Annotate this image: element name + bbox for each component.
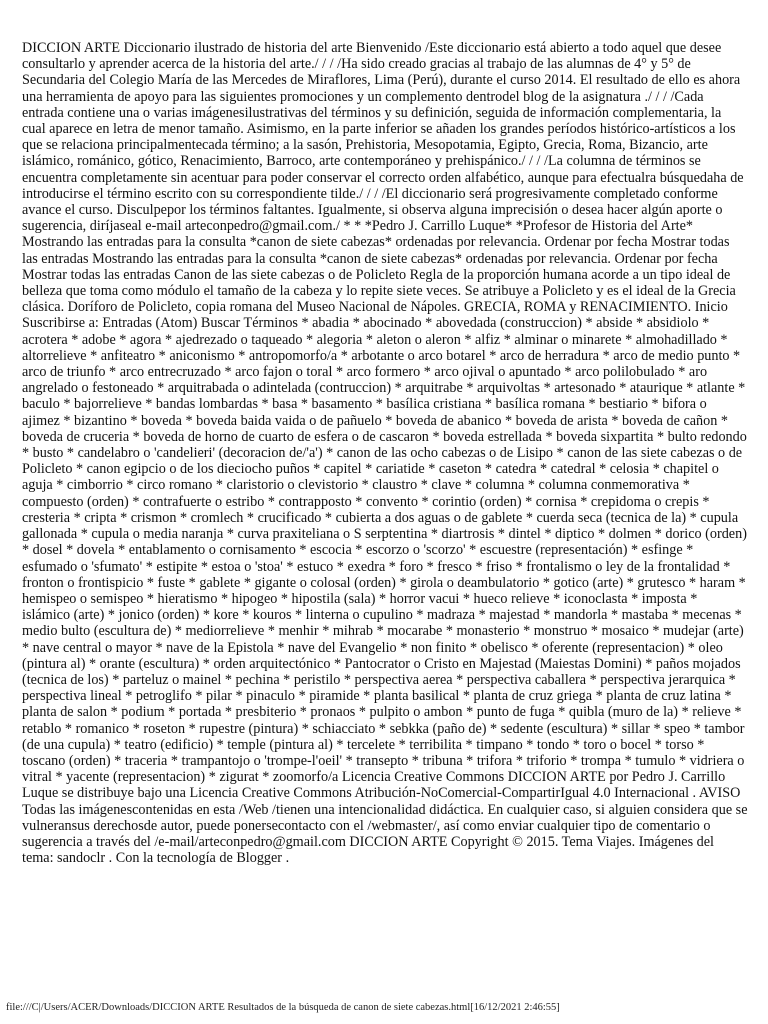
document-body-text: DICCION ARTE Diccionario ilustrado de historia del arte Bienvenido /Este diccionario está abierto a todo aquel que desee consultarlo y aprender acerca de la historia del arte./ / / /Ha sido creado gracias al trabajo de las alumnas de 4° y 5° de Secundaria del Colegio María de las Mercedes de Miraflores, Lima (Perú), durante el curso 2014. El resultado de ello es ahora una herramienta de apoyo para las siguientes promociones y un complemento dentrodel blog de la asignatura ./ / / /Cada entrada contiene una o varias imágenesilustrativas del términos y su definición, seguida de información complementaria, la cual aparece en letra de menor tamaño. Asimismo, en la parte inferior se añaden los grandes períodos histórico-artísticos a los que se relaciona principalmentecada término; a la sasón, Prehistoria, Mesopotamia, Egipto, Grecia, Roma, Bizancio, arte islámico, románico, gótico, Renacimiento, Barroco, arte contemporáneo y prehispánico./ / / /La columna de términos se encuentra completamente sin acentuar para poder conservar el correcto orden alfabético, aunque para efectualra búsquedaha de introducirse el término escrito con su correspondiente tilde./ / / /El diccionario será progresivamente completado conforme avance el curso. Disculpepor los términos faltantes. Igualmente, si observa alguna imprecisión o desea hacer algún aporte o sugerencia, diríjaseal e-mail arteconpedro@gmail.com./ * * *Pedro J. Carrillo Luque* *Profesor de Historia del Arte* Mostrando las entradas para la consulta *canon de siete cabezas* ordenadas por relevancia. Ordenar por fecha Mostrar todas las entradas Mostrando las entradas para la consulta *canon de siete cabezas* ordenadas por relevancia. Ordenar por fecha Mostrar todas las entradas Canon de las siete cabezas o de Policleto Regla de la proporción humana acorde a un tipo ideal de belleza que toma como módulo el tamaño de la cabeza y lo repite siete veces. Se atribuye a Policleto y es el ideal de la Grecia clásica. Doríforo de Policleto, copia romana del Museo Nacional de Nápoles. GRECIA, ROMA y RENACIMIENTO. Inicio Suscribirse a: Entradas (Atom) Buscar Términos * abadia * abocinado * abovedada (construccion) * abside * absidiolo * acrotera * adobe * agora * ajedrezado o taqueado * alegoria * aleton o aleron * alfiz * alminar o minarete * almohadillado * altorrelieve * anfiteatro * aniconismo * antropomorfo/a * arbotante o arco botarel * arco de herradura * arco de medio punto * arco de triunfo * arco entrecruzado * arco fajon o toral * arco formero * arco ojival o apuntado * arco polilobulado * aro angrelado o festoneado * arquitrabada o adintelada (contruccion) * arquitrabe * arquivoltas * artesonado * ataurique * atlante * baculo * bajorrelieve * bandas lombardas * basa * basamento * basílica cristiana * basílica romana * bestiario * bifora o ajimez * bizantino * boveda * boveda baida vaida o de pañuelo * boveda de abanico * boveda de arista * boveda de cañon * boveda de cruceria * boveda de horno de cuarto de esfera o de cascaron * boveda estrellada * boveda sixpartita * bulto redondo * busto * candelabro o 'candelieri' (decoracion de/'a') * canon de las ocho cabezas o de Lisipo * canon de las siete cabezas o de Policleto * canon egipcio o de los dieciocho puños * capitel * cariatide * caseton * catedra * catedral * celosia * chapitel o aguja * cimborrio * circo romano * claristorio o clevistorio * claustro * clave * columna * columna conmemorativa * compuesto (orden) * contrafuerte o estribo * contrapposto * convento * corintio (orden) * cornisa * crepidoma o crepis * cresteria * cripta * crismon * cromlech * crucificado * cubierta a dos aguas o de gablete * cuerda seca (tecnica de la) * cupula gallonada * cupula o media naranja * curva praxiteliana o S serptentina * diartrosis * dintel * diptico * dolmen * dorico (orden) * dosel * dovela * entablamento o cornisamento * escocia * escorzo o 'scorzo' * escuestre (representación) * esfinge * esfumado o 'sfumato' * estipite * estoa o 'stoa' * estuco * exedra * foro * fresco * friso * frontalismo o ley de la frontalidad * fronton o frontispicio * fuste * gablete * gigante o colosal (orden) * girola o deambulatorio * gotico (arte) * grutesco * haram * hemispeo o semispeo * hieratismo * hipogeo * hipostila (sala) * horror vacui * hueco relieve * iconoclasta * imposta * islámico (arte) * jonico (orden) * kore * kouros * linterna o cupulino * madraza * majestad * mandorla * mastaba * mecenas * medio bulto (escultura de) * mediorrelieve * menhir * mihrab * mocarabe * monasterio * monstruo * mosaico * mudejar (arte) * nave central o mayor * nave de la Epistola * nave del Evangelio * non finito * obelisco * oferente (representacion) * oleo (pintura al) * orante (escultura) * orden arquitectónico * Pantocrator o Cristo en Majestad (Maiestas Domini) * paños mojados (tecnica de los) * parteluz o mainel * pechina * peristilo * perspectiva aerea * perspectiva caballera * perspectiva jerarquica * perspectiva lineal * petroglifo * pilar * pinaculo * piramide * planta basilical * planta de cruz griega * planta de cruz latina * planta de salon * podium * portada * presbiterio * pronaos * pulpito o ambon * punto de fuga * quibla (muro de la) * relieve * retablo * romanico * roseton * rupestre (pintura) * schiacciato * sebkka (paño de) * sedente (escultura) * sillar * speo * tambor (de una cupula) * teatro (edificio) * temple (pintura al) * tercelete * terribilita * timpano * tondo * toro o bocel * torso * toscano (orden) * traceria * trampantojo o 'trompe-l'oeil' * transepto * tribuna * trifora * triforio * trompa * tumulo * vidriera o vitral * yacente (representacion) * zigurat * zoomorfo/a Licencia Creative Commons DICCION ARTE por Pedro J. Carrillo Luque se distribuye bajo una Licencia Creative Commons Atribución-NoComercial-CompartirIgual 4.0 Internacional . AVISO Todas las imágenescontenidas en esta /Web /tienen una intencionalidad didáctica. En cualquier caso, si alguien considera que se vulneransus derechosde autor, puede ponersecontacto con el /webmaster/, así como enviar cualquier tipo de comentario o sugerencia a través del /e-mail/arteconpedro@gmail.com DICCION ARTE Copyright © 2015. Tema Viajes. Imágenes del tema: sandoclr . Con la tecnología de Blogger .	[22, 40, 748, 867]
page-footer-file-path: file:///C|/Users/ACER/Downloads/DICCION ARTE Resultados de la búsqueda de canon de siete cabezas.html[16/12/2021 2:46:55]	[6, 1002, 560, 1013]
